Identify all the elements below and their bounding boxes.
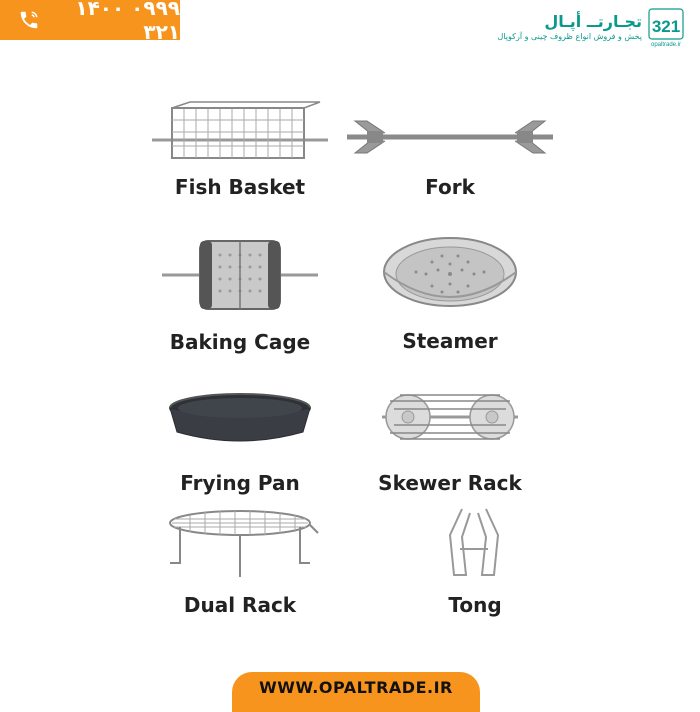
fish-basket-icon bbox=[150, 100, 330, 170]
item-fish-basket bbox=[140, 95, 340, 205]
website-url[interactable]: WWW.OPALTRADE.IR bbox=[259, 678, 453, 697]
tong-icon bbox=[440, 505, 510, 585]
steamer-icon bbox=[380, 232, 520, 322]
item-label: Fork bbox=[425, 175, 475, 199]
skewer-rack-icon bbox=[380, 375, 520, 460]
item-label: Fish Basket bbox=[174, 175, 306, 199]
item-tong bbox=[380, 505, 570, 625]
phone-badge[interactable] bbox=[0, 0, 180, 44]
fork-icon bbox=[345, 107, 555, 167]
item-frying-pan bbox=[140, 385, 340, 500]
item-label: Baking Cage bbox=[169, 330, 311, 354]
website-footer[interactable] bbox=[232, 672, 480, 712]
item-label: Frying Pan bbox=[180, 471, 300, 495]
item-label: Tong bbox=[448, 593, 502, 617]
item-skewer-rack bbox=[350, 375, 550, 500]
item-steamer bbox=[350, 230, 550, 360]
brand-name: تجـارتــ أپـال bbox=[544, 12, 642, 31]
logo-mark bbox=[648, 8, 684, 48]
frying-pan-icon bbox=[165, 390, 315, 450]
phone-icon bbox=[18, 9, 40, 31]
item-label: Skewer Rack bbox=[378, 471, 522, 495]
item-dual-rack bbox=[140, 505, 340, 625]
item-fork bbox=[345, 95, 555, 205]
item-baking-cage bbox=[140, 235, 340, 360]
baking-cage-icon bbox=[160, 235, 320, 315]
phone-number: ۰۹۹۹ ۱۴۰۰ ۳۲۱ bbox=[75, 0, 180, 44]
item-label: Dual Rack bbox=[183, 593, 297, 617]
logo-sub: opaltrade.ir bbox=[650, 42, 682, 48]
dual-rack-icon bbox=[160, 505, 320, 580]
brand-logo[interactable] bbox=[498, 6, 684, 50]
item-label: Steamer bbox=[402, 329, 498, 353]
logo-number: 321 bbox=[651, 17, 681, 36]
brand-tagline: پخش و فروش انواع ظروف چینی و آرکوپال bbox=[497, 32, 642, 41]
